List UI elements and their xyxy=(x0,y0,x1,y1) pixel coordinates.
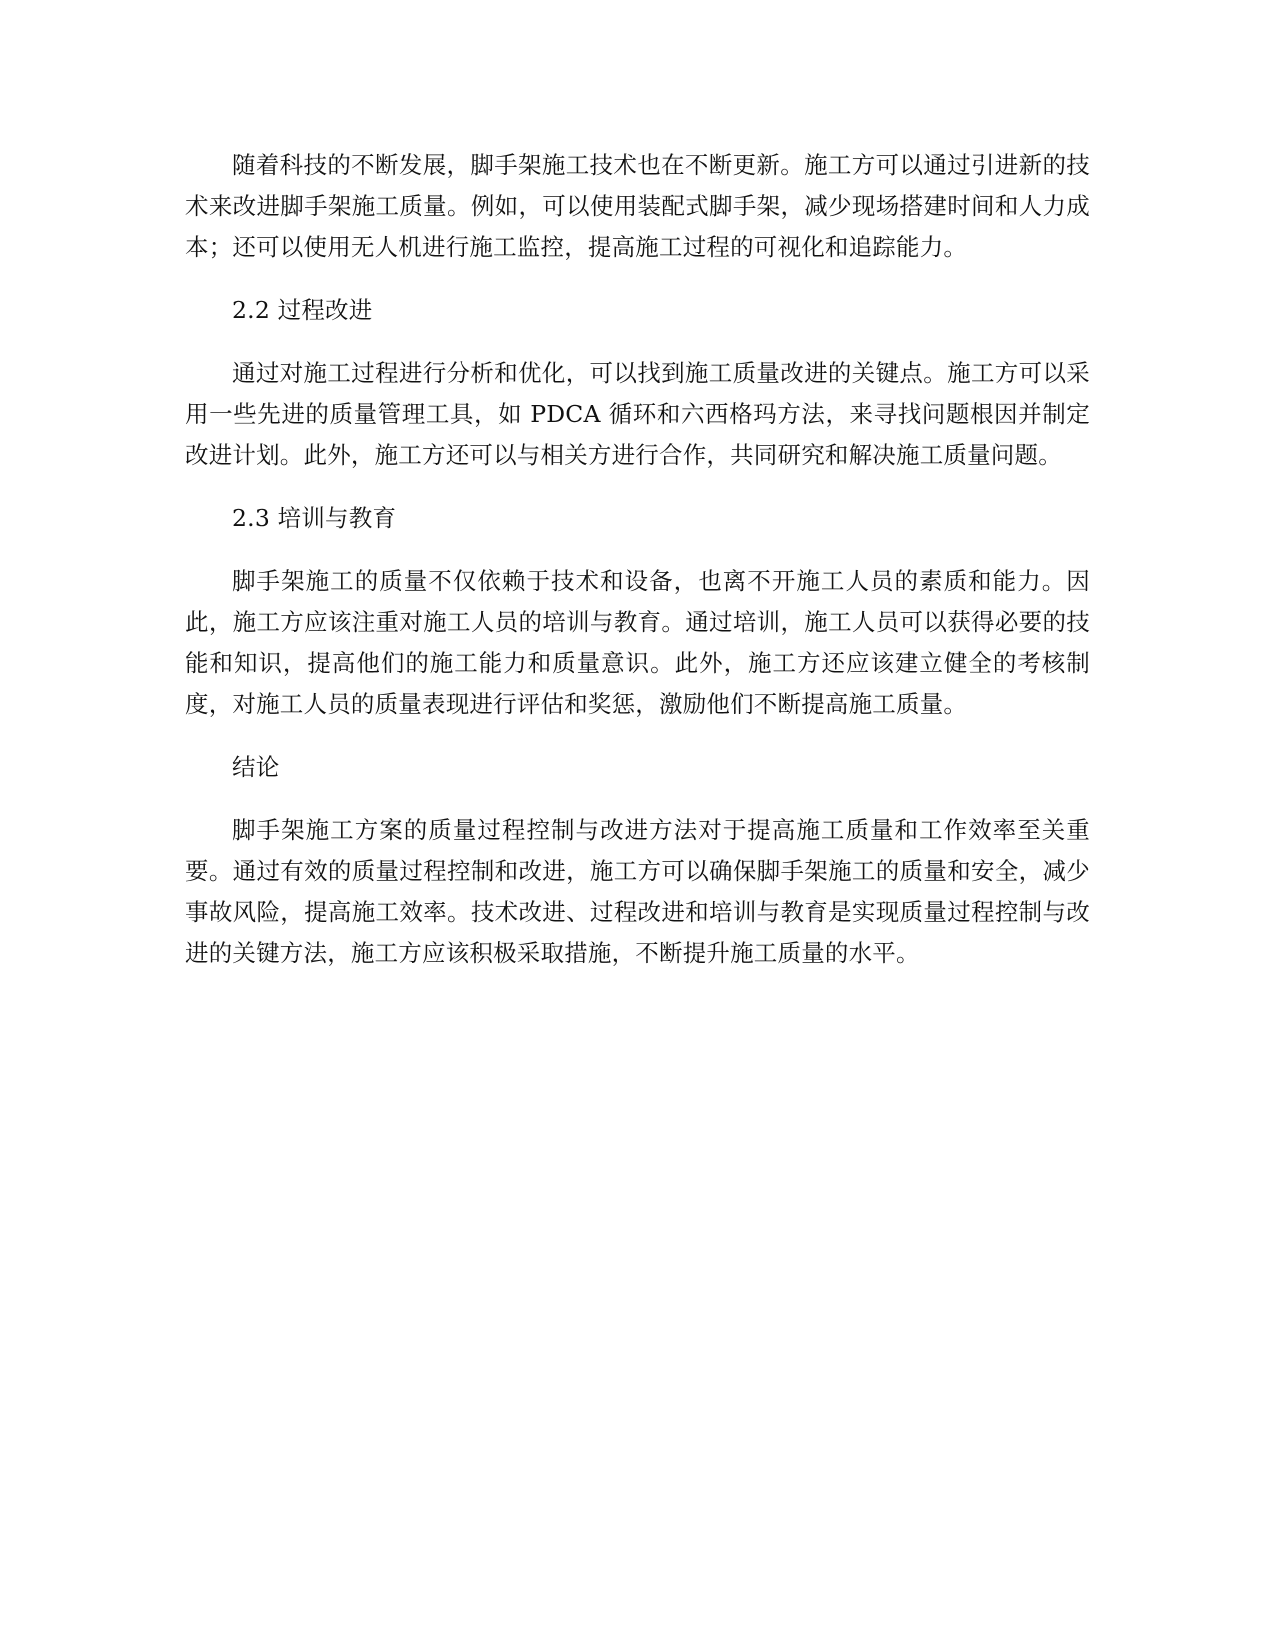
section-heading-training-education: 2.3 培训与教育 xyxy=(232,504,397,532)
paragraph-conclusion: 脚手架施工方案的质量过程控制与改进方法对于提高施工质量和工作效率至关重要。通过有效的质量过程控制和改进，施工方可以确保脚手架施工的质量和安全，减少事故风险，提高施工效率。技术改进、过程改进和培训与教育是实现质量过程控制与改进的关键方法，施工方应该积极采取措施，不断提升施工质量的水平。 xyxy=(185,816,1090,967)
section-heading-conclusion: 结论 xyxy=(232,753,280,781)
section-heading-process-improvement: 2.2 过程改进 xyxy=(232,296,373,324)
paragraph-training-education: 脚手架施工的质量不仅依赖于技术和设备，也离不开施工人员的素质和能力。因此，施工方应该注重对施工人员的培训与教育。通过培训，施工人员可以获得必要的技能和知识，提高他们的施工能力和质量意识。此外，施工方还应该建立健全的考核制度，对施工人员的质量表现进行评估和奖惩，激励他们不断提高施工质量。 xyxy=(185,567,1090,718)
paragraph-process-improvement: 通过对施工过程进行分析和优化，可以找到施工质量改进的关键点。施工方可以采用一些先进的质量管理工具，如 PDCA 循环和六西格玛方法，来寻找问题根因并制定改进计划。此外，施工方还可以与相关方进行合作，共同研究和解决施工质量问题。 xyxy=(185,359,1090,469)
document-body xyxy=(185,145,1090,996)
paragraph-technology-improvement: 随着科技的不断发展，脚手架施工技术也在不断更新。施工方可以通过引进新的技术来改进脚手架施工质量。例如，可以使用装配式脚手架，减少现场搭建时间和人力成本；还可以使用无人机进行施工监控，提高施工过程的可视化和追踪能力。 xyxy=(185,151,1090,261)
